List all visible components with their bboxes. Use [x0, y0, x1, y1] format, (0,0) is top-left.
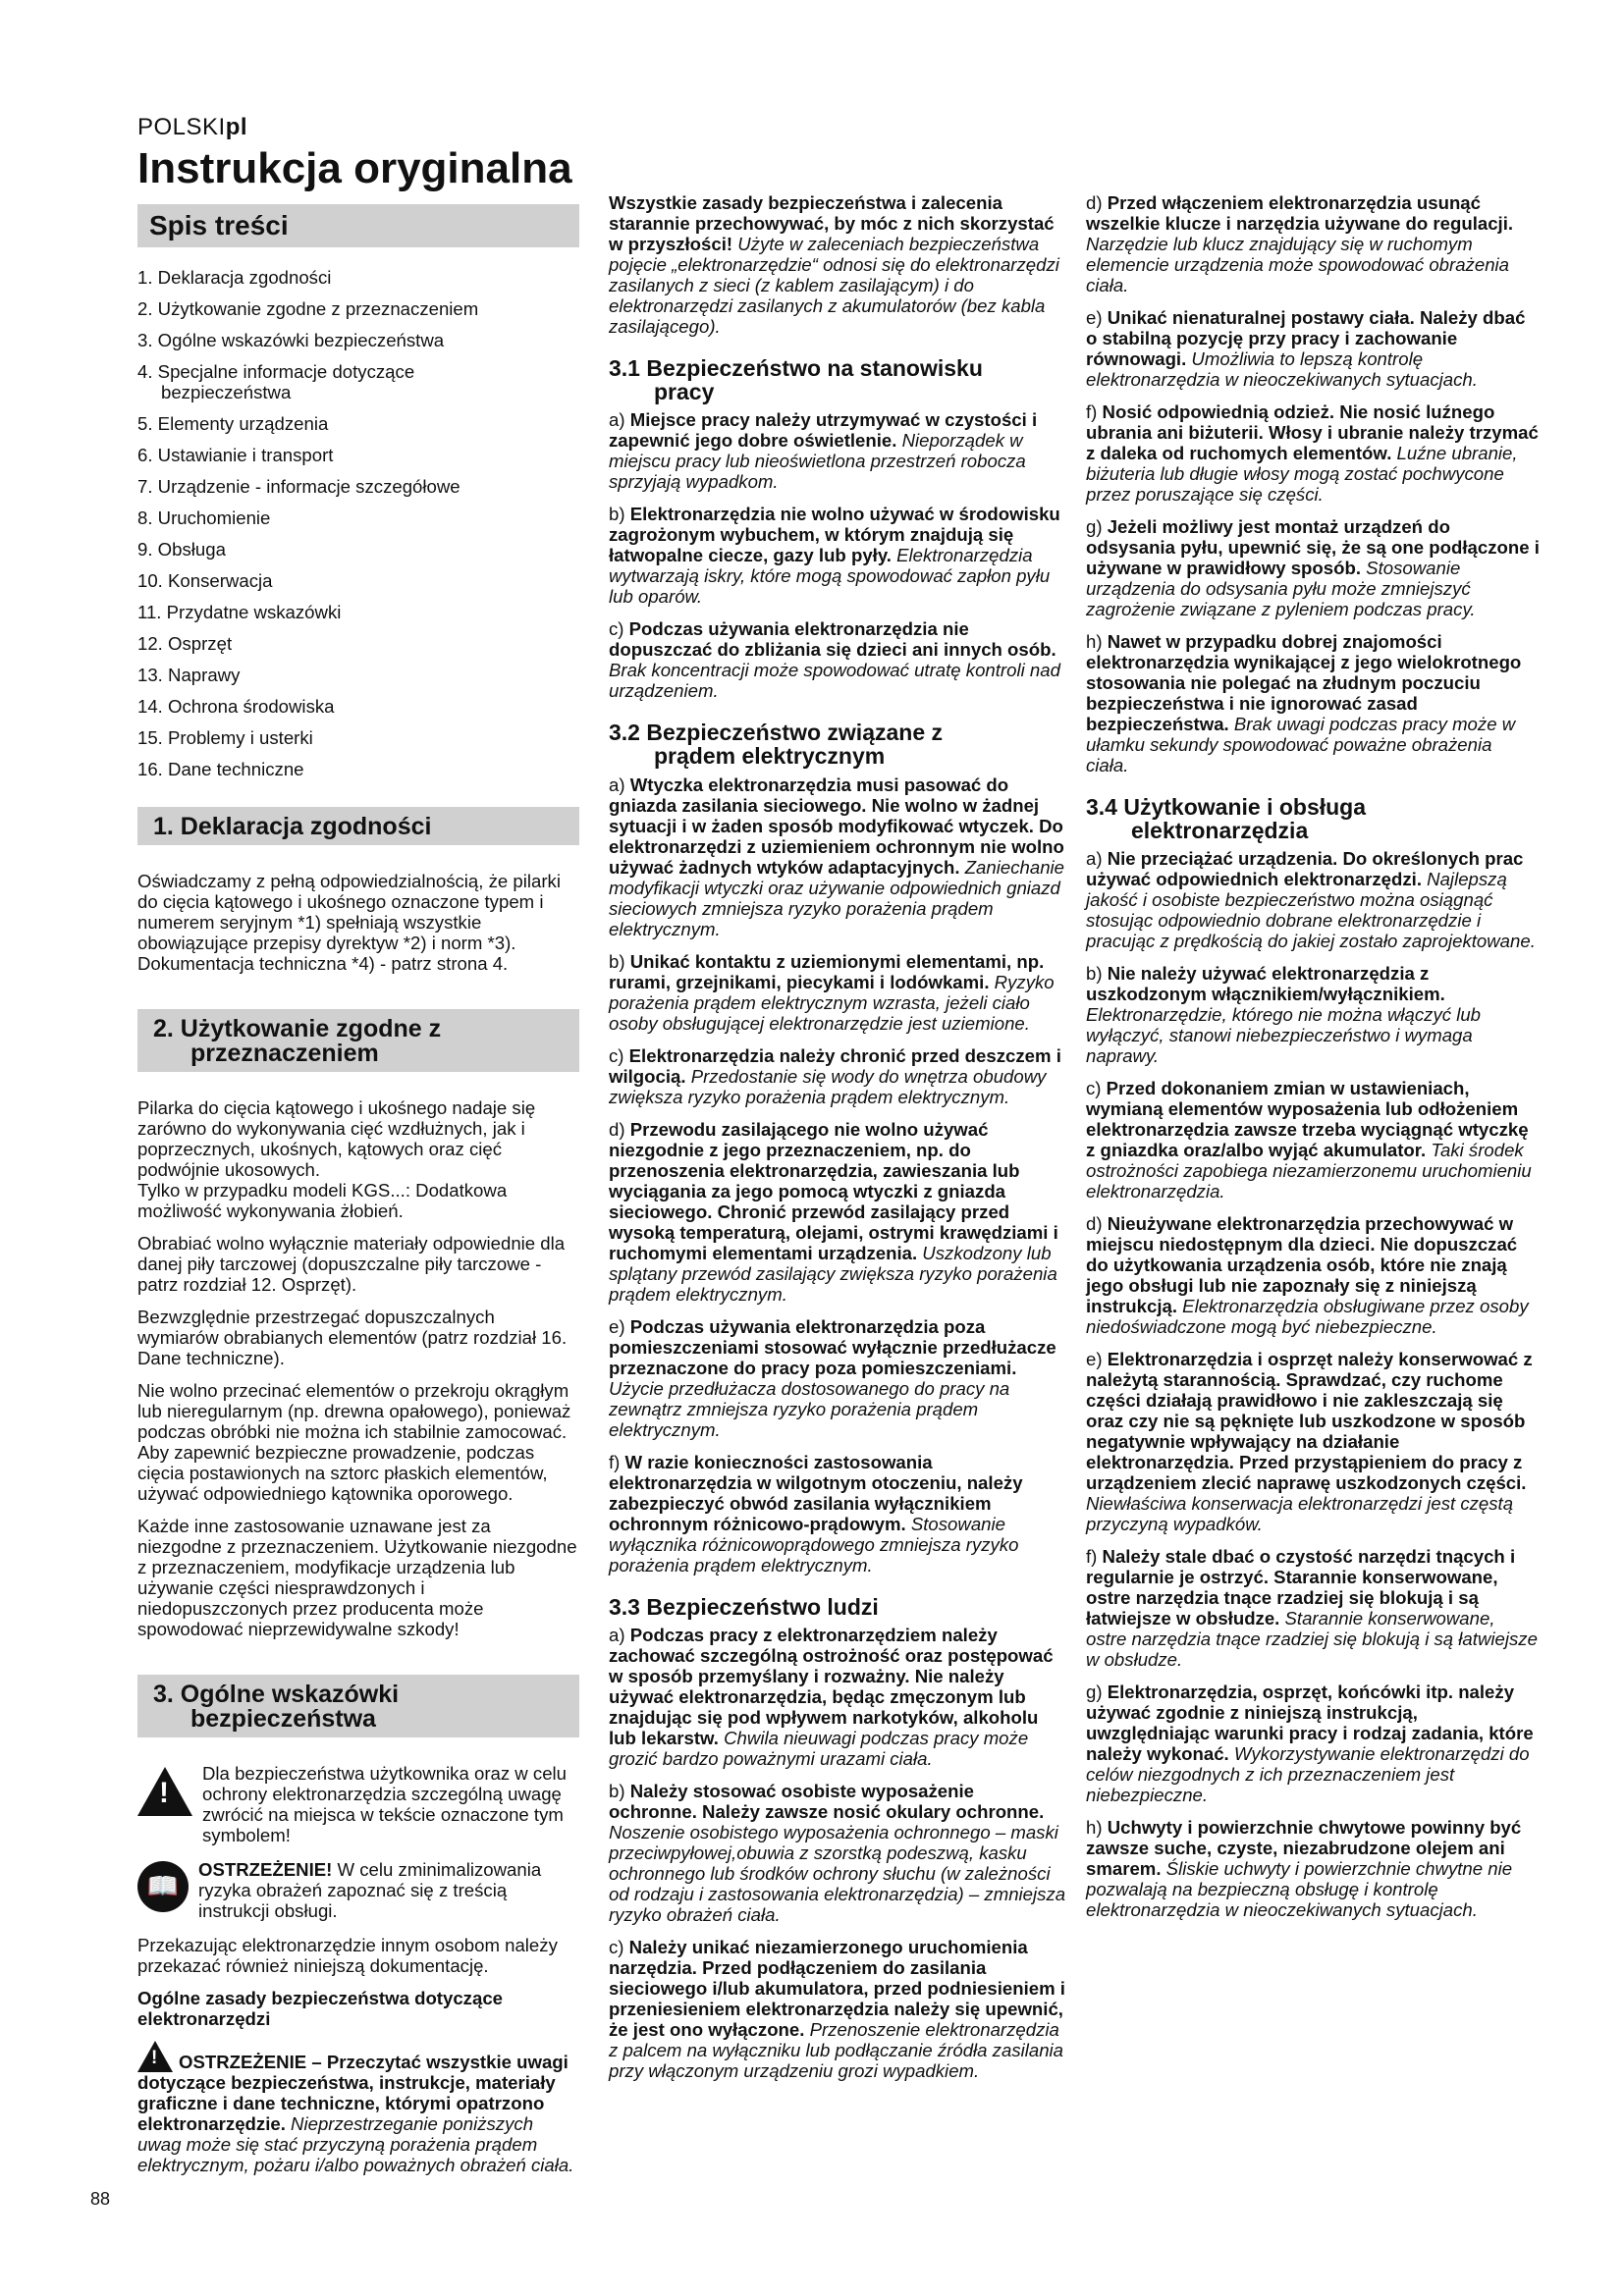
item-label: a)	[609, 774, 630, 795]
item-bold: Elektronarzędzia, osprzęt, końcówki itp. należy używać zgodnie z niniejszą instrukcją, uwzględniając warunki pracy i rodzaj zadania, które należy wykonać.	[1086, 1682, 1534, 1765]
item-italic: Nieporządek w miejscu pracy lub nieoświetlona przestrzeń robocza sprzyjają wypadkom.	[609, 430, 1026, 493]
item-label: g)	[1086, 1682, 1108, 1703]
item-italic: Użycie przedłużacza dostosowanego do pracy na zewnątrz zmniejsza ryzyko porażenia prądem elektrycznym.	[609, 1377, 1010, 1440]
section-2-p1-text: Pilarka do cięcia kątowego i ukośnego nadaje się zarówno do wykonywania cięć wzdłużnych, jak i poprzecznych, ukośnych, kątowych oraz cięć podwójnie ukosowych.	[137, 1096, 536, 1180]
toc-heading: Spis treści	[137, 204, 579, 247]
column-1	[137, 192, 579, 2187]
keep-instructions-bold: Wszystkie zasady bezpieczeństwa i zalecenia starannie przechowywać, by móc z nich skorzystać w przyszłości!	[609, 192, 1055, 254]
toc-item: 1. Deklaracja zgodności	[137, 266, 332, 288]
language-name: POLSKI	[137, 114, 226, 140]
s31-item-b	[609, 504, 1066, 607]
item-bold: Uchwyty i powierzchnie chwytowe powinny być zawsze suche, czyste, niezabrudzone olejem ani smarem.	[1086, 1817, 1522, 1880]
keep-instructions-italic: Użyte w zaleceniach bezpieczeństwa pojęcie „elektronarzędzie“ odnosi się do elektronarzędzi zasilanych z sieci (z kablem zasilającym) i do elektronarzędzi zasilanych z akumulatorów (bez kabla zasilającego).	[609, 234, 1059, 337]
item-italic: Uszkodzony lub splątany przewód zasilający zwiększa ryzyko porażenia prądem elektrycznym.	[609, 1242, 1057, 1305]
section-1-heading: 1. Deklaracja zgodności	[137, 807, 579, 845]
item-bold: Miejsce pracy należy utrzymywać w czystości i zapewnić jego dobre oświetlenie.	[609, 409, 1038, 452]
section-2-p4: Nie wolno przecinać elementów o przekroju okrągłym lub nieregularnym (np. drewna opałowego), ponieważ podczas obróbki nie można ich stabilnie zamocować. Aby zapewnić bezpieczne prowadzenie, podczas cięcia postawionych na sztorc płaskich elementów, używać odpowiedniego kątownika oporowego.	[137, 1379, 571, 1504]
item-bold: Należy stale dbać o czystość narzędzi tnących i regularnie je ostrzyć. Starannie konserwowane, ostre narzędzia tnące rzadziej się blokują i są łatwiejsze w obsłudze.	[1086, 1546, 1516, 1629]
item-italic: Chwila nieuwagi podczas pracy może grozić bardzo poważnymi urazami ciała.	[609, 1727, 1029, 1769]
s34-item-a	[1086, 848, 1540, 951]
toc-item: 6. Ustawianie i transport	[137, 444, 334, 465]
section-3-1-heading-l1: 3.1 Bezpieczeństwo na stanowisku	[609, 355, 983, 381]
item-italic: Wykorzystywanie elektronarzędzi do celów niezgodnych z ich przeznaczeniem jest niebezpieczne.	[1086, 1743, 1530, 1806]
section-3-3-heading: 3.3 Bezpieczeństwo ludzi	[609, 1593, 879, 1620]
item-label: h)	[1086, 1817, 1108, 1839]
item-bold: Wtyczka elektronarzędzia musi pasować do gniazda zasilania sieciowego. Nie wolno w żadnej sytuacji i w żaden sposób modyfikować wtyczek. Do elektronarzędzi z uziemieniem ochronnym nie wolno używać żadnych wtyków adaptacyjnych.	[609, 774, 1064, 878]
item-bold: Podczas używania elektronarzędzia poza pomieszczeniami stosować wyłącznie przedłużacze przeznaczone do pracy poza pomieszczeniami.	[609, 1315, 1056, 1378]
toc-item-cont: bezpieczeństwa	[161, 381, 292, 402]
item-italic: Stosowanie urządzenia do odsysania pyłu może zmniejszyć zagrożenie związane z pyleniem podczas pracy.	[1086, 558, 1476, 619]
item-label: a)	[609, 409, 630, 431]
item-italic: Brak uwagi podczas pracy może w ułamku sekundy spowodować poważne obrażenia ciała.	[1086, 714, 1516, 775]
item-label: f)	[1086, 1546, 1103, 1568]
item-label: c)	[609, 1936, 629, 1957]
item-bold: Należy stosować osobiste wyposażenie ochronne. Należy zawsze nosić okulary ochronne.	[609, 1780, 1045, 1822]
toc-item: 16. Dane techniczne	[137, 758, 304, 779]
s33-item-g	[1086, 516, 1540, 619]
section-3-1-heading-l2: pracy	[654, 379, 715, 405]
page-title: Instrukcja oryginalna	[137, 144, 572, 192]
item-bold: Nosić odpowiednią odzież. Nie nosić luźnego ubrania ani biżuterii. Włosy i ubranie należy trzymać z daleka od ruchomych elementów.	[1086, 401, 1539, 463]
section-2-heading-l2: przeznaczeniem	[190, 1039, 379, 1067]
item-bold: W razie konieczności zastosowania elektronarzędzia w wilgotnym otoczeniu, należy zabezpieczyć obwód zasilania wyłącznikiem ochronnym różnicowo-prądowym.	[609, 1451, 1023, 1534]
s32-item-a	[609, 774, 1066, 939]
toc-item: 10. Konserwacja	[137, 569, 273, 591]
item-bold: Nie należy używać elektronarzędzia z uszkodzonym włącznikiem/wyłącznikiem.	[1086, 963, 1445, 1005]
item-bold: Należy unikać niezamierzonego uruchomienia narzędzia. Przed podłączeniem do zasilania sieciowego i/lub akumulatora, przed podniesieniem i przeniesieniem elektronarzędzia należy się upewnić, że jest ono wyłączone.	[609, 1936, 1065, 2040]
item-bold: Nawet w przypadku dobrej znajomości elektronarzędzia wynikającej z jego wielokrotnego stosowania nie polegać na złudnym poczuciu bezpieczeństwa i nie ignorować zasad bezpieczeństwa.	[1086, 631, 1522, 734]
item-bold: Przewodu zasilającego nie wolno używać niezgodnie z jego przeznaczeniem, np. do przenoszenia elektronarzędzia, zawieszania lub wyciągania za jego pomocą wtyczki z gniazda sieciowego. Chronić przewód zasilający przed wysoką temperaturą, olejami, ostrymi krawędziami i ruchomymi elementami urządzenia.	[609, 1118, 1058, 1263]
section-3-heading-l2: bezpieczeństwa	[190, 1704, 376, 1733]
section-2-heading-l1: 2. Użytkowanie zgodne z	[153, 1014, 442, 1042]
item-italic: Luźne ubranie, biżuteria lub długie włosy mogą zostać pochwycone przez poruszające się części.	[1086, 443, 1518, 505]
item-label: c)	[609, 1044, 629, 1066]
item-label: b)	[609, 1780, 630, 1801]
item-bold: Elektronarzędzia i osprzęt należy konserwować z należytą starannością. Sprawdzać, czy ruchome części działają prawidłowo i nie zakleszczają się oraz czy nie są pęknięte lub uszkodzone w sposób negatywnie wpływający na działanie elektronarzędzia. Przed przystąpieniem do pracy z urządzeniem zlecić naprawę uszkodzonych części.	[1086, 1349, 1533, 1494]
warning-triangle-icon	[137, 1767, 192, 1816]
item-italic: Taki środek ostrożności zapobiega niezamierzonemu uruchomieniu elektronarzędzia.	[1086, 1140, 1532, 1202]
item-bold: Unikać nienaturalnej postawy ciała. Należy dbać o stabilną pozycję przy pracy i zachowanie równowagi.	[1086, 307, 1526, 369]
section-3-2-heading-l1: 3.2 Bezpieczeństwo związane z	[609, 720, 944, 746]
item-label: a)	[1086, 848, 1108, 870]
toc-item: 14. Ochrona środowiska	[137, 695, 335, 717]
section-3-heading	[137, 1675, 579, 1737]
item-label: g)	[1086, 516, 1108, 537]
item-label: e)	[1086, 1349, 1108, 1370]
section-3-4-heading-l2: elektronarzędzia	[1131, 818, 1309, 844]
toc-item: 7. Urządzenie - informacje szczegółowe	[137, 475, 460, 497]
section-1-text: Oświadczamy z pełną odpowiedzialnością, że pilarki do cięcia kątowego i ukośnego oznaczone typem i numerem seryjnym *1) spełniają wszystkie obowiązujące przepisy dyrektyw *2) i norm *3). Dokumentacja techniczna *4) - patrz strona 4.	[137, 870, 561, 974]
item-bold: Unikać kontaktu z uziemionymi elementami, np. rurami, grzejnikami, piecykami i lodówkami.	[609, 950, 1045, 992]
general-warning-italic: Nieprzestrzeganie poniższych uwag może się stać przyczyną porażenia prądem elektrycznym, pożaru i/albo poważnych obrażeń ciała.	[137, 2112, 574, 2175]
item-italic: Śliskie uchwyty i powierzchnie chwytne nie pozwalają na bezpieczną obsługę i kontrolę elektronarzędzia w nieoczekiwanych sytuacjach.	[1086, 1858, 1513, 1921]
read-manual-note	[137, 1859, 579, 1933]
item-label: c)	[1086, 1078, 1107, 1099]
s32-item-e	[609, 1316, 1066, 1440]
toc-item-label: 4. Specjalne informacje dotyczące	[137, 360, 415, 382]
item-bold: Elektronarzędzia należy chronić przed deszczem i wilgocią.	[609, 1044, 1061, 1087]
section-3-4-heading	[1086, 795, 1540, 842]
s31-item-c	[609, 618, 1066, 701]
item-italic: Stosowanie wyłącznika różnicowoprądowego zmniejsza ryzyko porażenia prądem elektrycznym.	[609, 1513, 1019, 1575]
read-manual-rest: W celu zminimalizowania ryzyka obrażeń zapoznać się z treścią instrukcji obsługi.	[198, 1858, 542, 1921]
toc-item: 3. Ogólne wskazówki bezpieczeństwa	[137, 329, 445, 350]
section-2-p2: Obrabiać wolno wyłącznie materiały odpowiednie dla danej piły tarczowej (dopuszczalne piły tarczowe - patrz rozdział 12. Osprzęt).	[137, 1232, 566, 1295]
s34-item-g	[1086, 1682, 1540, 1805]
item-label: c)	[609, 618, 629, 640]
general-warning-bold: OSTRZEŻENIE – Przeczytać wszystkie uwagi dotyczące bezpieczeństwa, instrukcje, materiały graficzne i dane techniczne, którymi opatrzono elektronarzędzie.	[137, 2051, 568, 2134]
toc-item: 9. Obsługa	[137, 538, 226, 560]
item-bold: Elektronarzędzia nie wolno używać w środowisku zagrożonym wybuchem, w którym znajdują się łatwopalne ciecze, gazy lub pyły.	[609, 504, 1060, 566]
item-label: d)	[1086, 1213, 1108, 1235]
column-2	[609, 192, 1066, 2093]
item-bold: Nieużywane elektronarzędzia przechowywać w miejscu niedostępnym dla dzieci. Nie dopuszczać do użytkowania urządzenia osób, które nie znają jego obsługi lub nie zapoznały się z niniejszą instrukcją.	[1086, 1213, 1518, 1317]
s32-item-c	[609, 1045, 1066, 1107]
item-italic: Najlepszą jakość i osobiste bezpieczeństwo można osiągnąć stosując odpowiednio dobrane elektronarzędzie i pracując z prędkością do jakiej zostało zaprojektowane.	[1086, 869, 1536, 952]
warning-note-text: Dla bezpieczeństwa użytkownika oraz w celu ochrony elektronarzędzia szczególną uwagę zwrócić na miejsca w tekście oznaczone tym symbolem!	[202, 1762, 568, 1845]
item-italic: Przedostanie się wody do wnętrza obudowy zwiększa ryzyko porażenia prądem elektrycznym.	[609, 1065, 1047, 1107]
toc-item: 5. Elementy urządzenia	[137, 412, 329, 434]
toc-item: 15. Problemy i usterki	[137, 726, 313, 748]
language-label	[137, 114, 247, 141]
section-2-p3: Bezwzględnie przestrzegać dopuszczalnych wymiarów obrabianych elementów (patrz rozdział 16. Dane techniczne).	[137, 1306, 568, 1368]
item-label: b)	[609, 950, 630, 972]
section-3-4-heading-l1: 3.4 Użytkowanie i obsługa	[1086, 794, 1367, 820]
item-label: a)	[609, 1624, 630, 1645]
item-label: e)	[609, 1315, 630, 1337]
s33-item-c	[609, 1937, 1066, 2081]
s34-item-c	[1086, 1078, 1540, 1201]
s33-item-a	[609, 1625, 1066, 1769]
item-italic: Niewłaściwa konserwacja elektronarzędzi jest częstą przyczyną wypadków.	[1086, 1493, 1514, 1535]
general-warning	[137, 2041, 579, 2175]
s33-item-h	[1086, 631, 1540, 775]
item-bold: Jeżeli możliwy jest montaż urządzeń do odsysania pyłu, upewnić się, że są one podłączone i używane w prawidłowy sposób.	[1086, 516, 1540, 578]
read-manual-text	[198, 1859, 579, 1921]
s33-item-b	[609, 1781, 1066, 1925]
item-label: f)	[609, 1451, 625, 1472]
s34-item-f	[1086, 1546, 1540, 1670]
language-code: pl	[225, 114, 248, 140]
pass-on-text: Przekazując elektronarzędzie innym osobom należy przekazać również niniejszą dokumentację.	[137, 1934, 558, 1976]
item-italic: Przenoszenie elektronarzędzia z palcem na wyłączniku lub podłączanie źródła zasilania przy włączonym urządzeniu grozi wypadkiem.	[609, 2018, 1064, 2081]
section-2-p1	[137, 1097, 579, 1180]
toc-item: 8. Uruchomienie	[137, 507, 271, 528]
item-italic: Zaniechanie modyfikacji wtyczki oraz używanie odpowiednich gniazd sieciowych zmniejsza ryzyko porażenia prądem elektrycznym.	[609, 856, 1065, 939]
s32-item-b	[609, 951, 1066, 1034]
section-2-p1b: Tylko w przypadku modeli KGS...: Dodatkowa możliwość wykonywania żłobień.	[137, 1179, 508, 1221]
warning-note	[137, 1763, 579, 1857]
section-3-heading-l1: 3. Ogólne wskazówki	[153, 1680, 400, 1708]
item-italic: Noszenie osobistego wyposażenia ochronnego – maski przeciwpyłowej,obuwia z szorstką podeszwą, kasku ochronnego lub środków ochrony słuchu (w zależności od rodzaju i zastosowania elektronarzędzia) – zmniejsza ryzyko obrażeń ciała.	[609, 1821, 1066, 1925]
s34-item-e	[1086, 1349, 1540, 1534]
section-3-1-heading	[609, 356, 1066, 403]
item-label: e)	[1086, 307, 1108, 328]
s33-item-f	[1086, 401, 1540, 505]
warning-triangle-small-icon	[137, 2041, 173, 2072]
page-number: 88	[90, 2189, 111, 2209]
s34-item-h	[1086, 1817, 1540, 1920]
item-label: d)	[609, 1118, 630, 1140]
item-label: d)	[1086, 192, 1108, 213]
item-bold: Podczas używania elektronarzędzia nie dopuszczać do zbliżania się dzieci ani innych osób.	[609, 618, 1056, 661]
section-2-p5: Każde inne zastosowanie uznawane jest za niezgodne z przeznaczeniem. Użytkowanie niezgodne z przeznaczeniem, modyfikacje urządzenia lub używanie części niesprawdzonych i niedopuszczonych przez producenta może spowodować nieprzewidywalne szkody!	[137, 1515, 577, 1639]
toc-item: 11. Przydatne wskazówki	[137, 601, 342, 622]
read-manual-icon: 📖	[137, 1861, 189, 1912]
section-2-heading	[137, 1009, 579, 1072]
section-3-2-heading-l2: prądem elektrycznym	[654, 743, 886, 770]
item-label: b)	[609, 504, 630, 525]
toc-item: 13. Naprawy	[137, 664, 241, 685]
item-italic: Ryzyko porażenia prądem elektrycznym wzrasta, jeżeli ciało osoby obsługującej elektronarzędzie jest uziemione.	[609, 971, 1055, 1034]
s34-item-b	[1086, 963, 1540, 1066]
item-italic: Starannie konserwowane, ostre narzędzia tnące rzadziej się blokują i są łatwiejsze w obsłudze.	[1086, 1608, 1538, 1671]
s31-item-a	[609, 409, 1066, 492]
item-bold: Podczas pracy z elektronarzędziem należy zachować szczególną ostrożność oraz postępować w sposób przemyślany i rozważny. Nie należy używać elektronarzędzia, będąc zmęczonym lub znajdując się pod wpływem narkotyków, alkoholu lub lekarstw.	[609, 1624, 1054, 1748]
item-label: f)	[1086, 401, 1103, 422]
s32-item-d	[609, 1119, 1066, 1305]
item-italic: Umożliwia to lepszą kontrolę elektronarzędzia w nieoczekiwanych sytuacjach.	[1086, 348, 1478, 390]
toc-list	[137, 267, 579, 779]
s32-item-f	[609, 1452, 1066, 1575]
s33-item-d	[1086, 192, 1540, 295]
item-bold: Nie przeciążać urządzenia. Do określonych prac używać odpowiednich elektronarzędzi.	[1086, 848, 1524, 890]
item-italic: Elektronarzędzia wytwarzają iskry, które mogą spowodować zapłon pyłu lub oparów.	[609, 545, 1051, 608]
item-italic: Narzędzie lub klucz znajdujący się w ruchomym elemencie urządzenia może spowodować obrażenia ciała.	[1086, 234, 1510, 295]
item-italic: Elektronarzędzie, którego nie można włączyć lub wyłączyć, stanowi niebezpieczeństwo i wymaga naprawy.	[1086, 1004, 1482, 1067]
toc-item: 12. Osprzęt	[137, 632, 233, 654]
s33-item-e	[1086, 307, 1540, 390]
keep-instructions	[609, 192, 1066, 337]
general-rules-heading: Ogólne zasady bezpieczeństwa dotyczące elektronarzędzi	[137, 1987, 504, 2029]
item-italic: Elektronarzędzia obsługiwane przez osoby niedoświadczone mogą być niebezpieczne.	[1086, 1296, 1529, 1338]
read-manual-bold: OSTRZEŻENIE!	[198, 1858, 333, 1880]
item-label: h)	[1086, 631, 1108, 652]
column-3	[1086, 192, 1540, 1932]
s34-item-d	[1086, 1213, 1540, 1337]
item-italic: Brak koncentracji może spowodować utratę kontroli nad urządzeniem.	[609, 660, 1060, 702]
item-bold: Przed dokonaniem zmian w ustawieniach, wymianą elementów wyposażenia lub odłożeniem elektronarzędzia zawsze trzeba wyciągnąć wtyczkę z gniazdka oraz/albo wyjąć akumulator.	[1086, 1078, 1529, 1161]
toc-item	[137, 361, 579, 402]
item-label: b)	[1086, 963, 1108, 985]
item-bold: Przed włączeniem elektronarzędzia usunąć wszelkie klucze i narzędzia używane do regulacji.	[1086, 192, 1514, 234]
toc-item: 2. Użytkowanie zgodne z przeznaczeniem	[137, 297, 479, 319]
section-3-2-heading	[609, 721, 1066, 768]
